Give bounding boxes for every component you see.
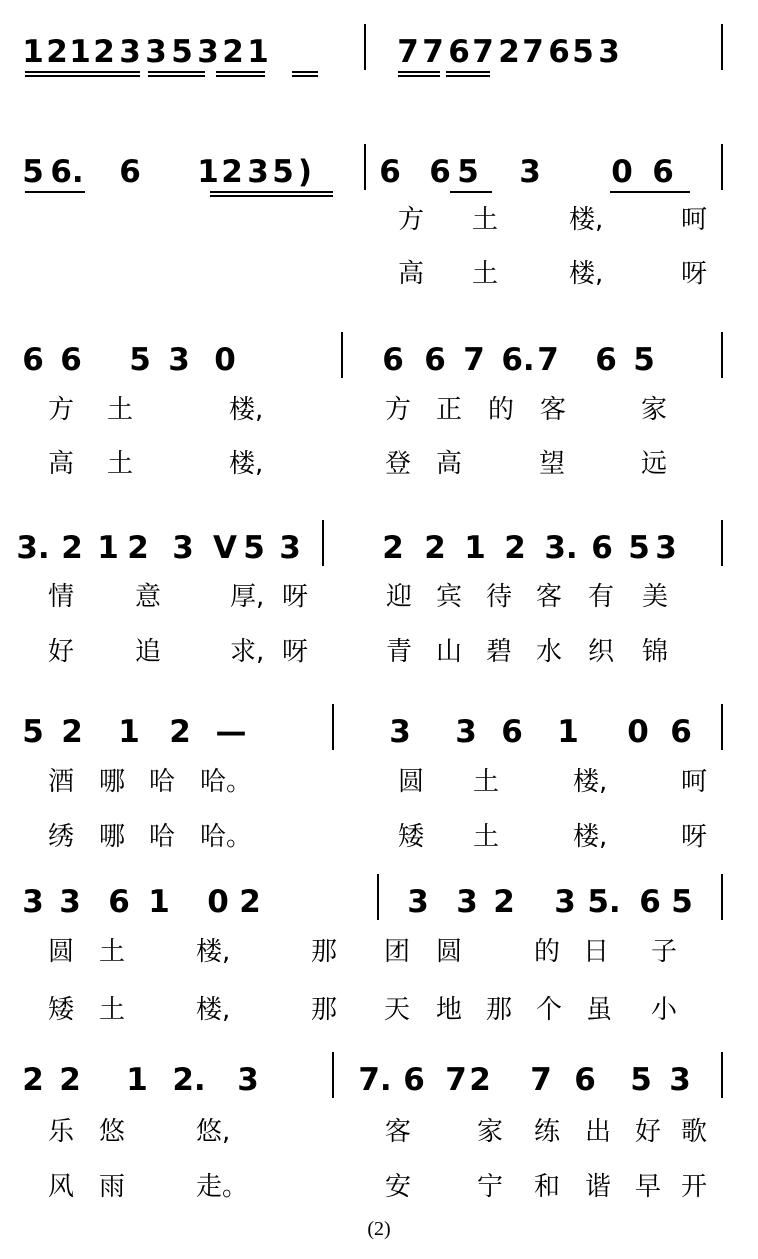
lyric-syllable: 土 [473,822,500,852]
note: 6 [429,154,451,190]
note: 6 [652,154,674,190]
lyric-syllable: 哪 [99,767,126,797]
lyric-syllable: 那 [486,995,513,1025]
note: 2 [46,34,68,70]
note: 2 [93,34,115,70]
lyric-syllable: 方 [398,205,425,235]
lyric-syllable: 圆 [436,937,463,967]
lyric-syllable: 虽 [586,995,613,1025]
note: 5 [628,530,650,566]
note: 3 [598,34,620,70]
note: 1 [126,1062,148,1098]
note: 3 [519,154,541,190]
note: 5 [171,34,193,70]
lyric-syllable: 呵 [681,205,708,235]
lyric-syllable: 土 [99,995,126,1025]
lyric-syllable: 矮 [48,995,75,1025]
lyric-syllable: 土 [473,767,500,797]
lyric-syllable: 远 [641,449,668,479]
note: 3 [237,1062,259,1098]
lyric-syllable: 开 [681,1172,708,1202]
note: 1 [22,34,44,70]
note: 2 [59,1062,81,1098]
lyric-syllable: 呀 [681,259,708,289]
lyric-syllable: 高 [48,449,75,479]
lyric-syllable: 呀 [282,582,309,612]
note: 3 [22,884,44,920]
note: 3 [145,34,167,70]
note: 5 [22,154,44,190]
note: 5. [587,884,621,920]
note: ) [297,154,313,190]
lyric-syllable: 情 [48,582,75,612]
lyric-syllable: 高 [436,449,463,479]
note: 1 [97,530,119,566]
lyric-syllable: 登 [385,449,412,479]
lyric-syllable: 呵 [681,767,708,797]
lyric-syllable: 客 [385,1117,412,1147]
note: 6 [108,884,130,920]
lyric-syllable: 好 [48,637,75,667]
lyric-syllable: 宁 [477,1172,504,1202]
note: 6 [424,342,446,378]
note: 6 [382,342,404,378]
note: 7 [445,1062,467,1098]
lyric-syllable: 呀 [681,822,708,852]
lyric-syllable: 天 [384,995,411,1025]
lyric-syllable: 谐 [585,1172,612,1202]
note: 2 [424,530,446,566]
note: V [213,530,237,566]
note: 5 [243,530,265,566]
note: 3 [655,530,677,566]
lyric-syllable: 的 [534,937,561,967]
note: 7 [472,34,494,70]
note: 6 [639,884,661,920]
note: 6 [448,34,470,70]
lyric-syllable: 土 [107,449,134,479]
lyric-syllable: 圆 [48,937,75,967]
note: 2 [239,884,261,920]
note: 5 [630,1062,652,1098]
note: 6 [574,1062,596,1098]
note: 3 [59,884,81,920]
lyric-syllable: 碧 [486,637,513,667]
note: 3 [168,342,190,378]
lyric-syllable: 待 [486,582,513,612]
note: 0 [207,884,229,920]
lyric-syllable: 出 [585,1117,612,1147]
lyric-syllable: 追 [135,637,162,667]
note: 5 [572,34,594,70]
note: 6 [379,154,401,190]
lyric-syllable: 日 [583,937,610,967]
lyric-syllable: 那 [311,937,338,967]
lyric-syllable: 呀 [282,637,309,667]
lyric-syllable: 乐 [48,1117,75,1147]
lyric-syllable: 美 [642,582,669,612]
lyric-syllable: 小 [651,995,678,1025]
note: 7 [463,342,485,378]
note: 6 [60,342,82,378]
lyric-syllable: 家 [641,395,668,425]
lyric-syllable: 的 [488,395,515,425]
lyric-syllable: 楼, [229,449,264,479]
note: 2 [504,530,526,566]
note: 5 [633,342,655,378]
note: 1 [464,530,486,566]
lyric-syllable: 练 [534,1117,561,1147]
note: 6 [595,342,617,378]
note: 3 [247,154,269,190]
note: 6 [501,714,523,750]
note: 5 [22,714,44,750]
lyric-syllable: 走。 [196,1172,249,1202]
lyric-syllable: 客 [536,582,563,612]
note: 1 [557,714,579,750]
note: 3 [172,530,194,566]
lyric-syllable: 和 [534,1172,561,1202]
note: 6 [403,1062,425,1098]
note: 3 [554,884,576,920]
lyric-syllable: 那 [311,995,338,1025]
lyric-syllable: 有 [588,582,615,612]
note: 7 [522,34,544,70]
lyric-syllable: 楼, [573,767,608,797]
lyric-syllable: 家 [477,1117,504,1147]
lyric-syllable: 土 [107,395,134,425]
note: 3 [119,34,141,70]
note: — [215,714,247,750]
note: 3 [669,1062,691,1098]
note: 2 [61,530,83,566]
note: 6. [50,154,84,190]
lyric-syllable: 雨 [99,1172,126,1202]
lyric-syllable: 酒 [48,767,75,797]
lyric-syllable: 早 [635,1172,662,1202]
note: 0 [611,154,633,190]
lyric-syllable: 楼, [196,937,231,967]
note: 1 [247,34,269,70]
lyric-syllable: 宾 [436,582,463,612]
lyric-syllable: 悠, [196,1117,231,1147]
note: 7 [530,1062,552,1098]
lyric-syllable: 风 [48,1172,75,1202]
lyric-syllable: 织 [588,637,615,667]
note: 3 [279,530,301,566]
lyric-syllable: 青 [386,637,413,667]
lyric-syllable: 团 [384,937,411,967]
note: 1 [69,34,91,70]
note: 5 [457,154,479,190]
note: 2 [127,530,149,566]
lyric-syllable: 水 [536,637,563,667]
note: 6 [548,34,570,70]
note: 7 [422,34,444,70]
lyric-syllable: 土 [472,259,499,289]
lyric-syllable: 哪 [99,822,126,852]
note: 0 [214,342,236,378]
lyric-syllable: 楼, [569,259,604,289]
lyric-syllable: 好 [635,1117,662,1147]
lyric-syllable: 锦 [642,637,669,667]
note: 3 [407,884,429,920]
note: 5 [129,342,151,378]
note: 6 [670,714,692,750]
lyric-syllable: 方 [385,395,412,425]
note: 2 [169,714,191,750]
lyric-syllable: 方 [48,395,75,425]
lyric-syllable: 正 [436,395,463,425]
lyric-syllable: 迎 [386,582,413,612]
note: 6 [591,530,613,566]
lyric-syllable: 安 [385,1172,412,1202]
note: 1 [148,884,170,920]
note: 3 [456,884,478,920]
lyric-syllable: 客 [540,395,567,425]
note: 0 [627,714,649,750]
lyric-syllable: 子 [651,937,678,967]
note: 2 [382,530,404,566]
note: 2 [222,34,244,70]
lyric-syllable: 哈。 [200,822,253,852]
note: 1 [118,714,140,750]
lyric-syllable: 地 [436,995,463,1025]
lyric-syllable: 求, [230,637,265,667]
note: 3 [455,714,477,750]
note: 7 [397,34,419,70]
note: 3 [197,34,219,70]
note: 3. [544,530,578,566]
note: 2 [221,154,243,190]
lyric-syllable: 歌 [681,1117,708,1147]
lyric-syllable: 楼, [229,395,264,425]
lyric-syllable: 楼, [569,205,604,235]
lyric-syllable: 高 [398,259,425,289]
lyric-syllable: 楼, [196,995,231,1025]
lyric-syllable: 山 [436,637,463,667]
lyric-syllable: 意 [135,582,162,612]
note: 6 [22,342,44,378]
lyric-syllable: 哈 [149,767,176,797]
note: 2. [172,1062,206,1098]
lyric-syllable: 悠 [99,1117,126,1147]
note: 3. [16,530,50,566]
lyric-syllable: 望 [539,449,566,479]
note: 2 [498,34,520,70]
lyric-syllable: 矮 [398,822,425,852]
lyric-syllable: 圆 [398,767,425,797]
lyric-syllable: 绣 [48,822,75,852]
note: 2 [61,714,83,750]
note: 2 [469,1062,491,1098]
note: 2 [22,1062,44,1098]
note: 7. [358,1062,392,1098]
note: 6 [119,154,141,190]
note: 5 [671,884,693,920]
note: 7 [537,342,559,378]
note: 3 [389,714,411,750]
note: 5 [272,154,294,190]
lyric-syllable: 厚, [230,582,265,612]
lyric-syllable: 个 [536,995,563,1025]
lyric-syllable: 楼, [573,822,608,852]
lyric-syllable: 哈 [149,822,176,852]
lyric-syllable: 土 [99,937,126,967]
note: 2 [493,884,515,920]
note: 6. [501,342,535,378]
lyric-syllable: 哈。 [200,767,253,797]
lyric-syllable: 土 [472,205,499,235]
note: 1 [197,154,219,190]
page-number: (2) [367,1218,391,1240]
